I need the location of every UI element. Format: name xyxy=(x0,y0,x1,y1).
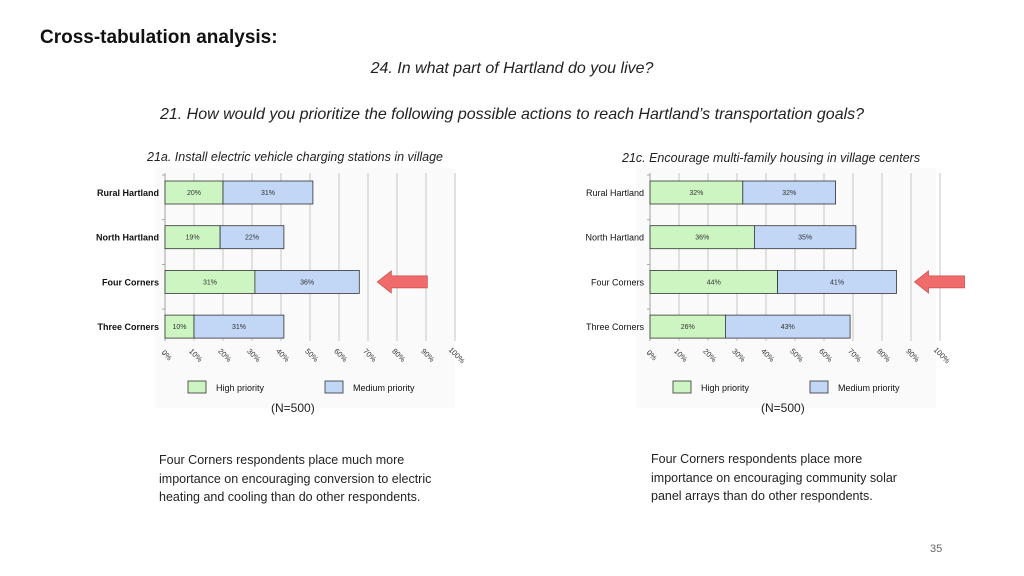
chart-title-left: 21a. Install electric vehicle charging stations in village xyxy=(147,150,443,164)
data-label: 32% xyxy=(782,190,797,197)
chart-title-right: 21c. Encourage multi-family housing in village centers xyxy=(622,151,921,165)
data-label: 43% xyxy=(780,324,795,332)
category-label: Four Corners xyxy=(101,277,159,288)
legend-swatch-medium xyxy=(810,381,828,393)
x-tick-label: 80% xyxy=(875,346,893,364)
question-21: 21. How would you prioritize the following possible actions to reach Hartland’s transportation goals? xyxy=(159,106,865,123)
legend-swatch-high xyxy=(188,381,206,393)
data-label: 36% xyxy=(695,234,710,242)
category-label: Three Corners xyxy=(97,322,159,333)
data-label: 31% xyxy=(231,324,246,332)
highlight-arrow-icon xyxy=(377,271,427,293)
highlight-arrow-icon xyxy=(915,271,965,293)
x-tick-label: 0% xyxy=(159,348,174,363)
x-tick-label: 70% xyxy=(846,346,864,364)
x-tick-label: 90% xyxy=(419,346,437,364)
x-tick-label: 100% xyxy=(446,345,467,366)
legend-swatch-medium xyxy=(325,381,343,393)
data-label: 41% xyxy=(830,279,845,287)
data-label: 22% xyxy=(244,234,260,242)
sample-size-left: (N=500) xyxy=(271,401,315,415)
data-label: 32% xyxy=(689,190,704,197)
note-left-line: Four Corners respondents place much more xyxy=(159,453,405,467)
data-label: 44% xyxy=(706,279,721,287)
category-label: Rural Hartland xyxy=(585,188,644,198)
category-label: North Hartland xyxy=(585,232,644,243)
x-tick-label: 10% xyxy=(187,346,205,364)
x-tick-label: 80% xyxy=(390,346,408,364)
x-tick-label: 100% xyxy=(931,345,952,366)
question-24: 24. In what part of Hartland do you live? xyxy=(370,60,654,77)
data-label: 19% xyxy=(185,234,200,242)
legend-label-high: High priority xyxy=(701,383,750,393)
x-tick-label: 30% xyxy=(245,346,263,364)
data-label: 36% xyxy=(300,279,315,287)
slide-title: Cross-tabulation analysis: xyxy=(40,27,278,48)
data-label: 26% xyxy=(680,324,695,332)
x-tick-label: 60% xyxy=(332,346,350,364)
note-right xyxy=(651,450,897,506)
x-tick-label: 20% xyxy=(216,346,234,364)
x-tick-label: 90% xyxy=(904,346,922,364)
note-left xyxy=(159,451,431,507)
legend-label-high: High priority xyxy=(216,383,265,393)
category-label: Three Corners xyxy=(585,322,644,333)
category-label: Rural Hartland xyxy=(96,188,159,198)
x-tick-label: 40% xyxy=(759,346,777,364)
data-label: 20% xyxy=(186,190,202,197)
x-tick-label: 30% xyxy=(730,346,748,364)
chart-left xyxy=(80,165,480,415)
x-tick-label: 20% xyxy=(701,346,719,364)
category-label: Four Corners xyxy=(590,277,644,288)
x-tick-label: 60% xyxy=(817,346,835,364)
note-left-line: importance on encouraging conversion to electric xyxy=(159,471,432,486)
sample-size-right: (N=500) xyxy=(761,401,805,415)
legend-swatch-high xyxy=(673,381,691,393)
x-tick-label: 40% xyxy=(274,346,292,364)
x-tick-label: 50% xyxy=(788,346,806,364)
note-left-line: heating and cooling than do other respondents. xyxy=(159,490,421,504)
x-tick-label: 50% xyxy=(303,346,321,364)
legend-label-medium: Medium priority xyxy=(353,383,415,393)
x-tick-label: 0% xyxy=(644,348,659,363)
chart-right xyxy=(565,165,965,415)
note-right-line: importance on encouraging community solar xyxy=(651,470,897,485)
category-label: North Hartland xyxy=(96,232,159,243)
page-number: 35 xyxy=(930,543,943,555)
x-tick-label: 70% xyxy=(361,346,379,364)
data-label: 31% xyxy=(202,279,217,287)
data-label: 35% xyxy=(798,234,813,242)
x-tick-label: 10% xyxy=(672,346,690,364)
note-right-line: Four Corners respondents place more xyxy=(651,452,863,466)
data-label: 10% xyxy=(172,324,187,332)
note-right-line: panel arrays than do other respondents. xyxy=(651,489,873,503)
data-label: 31% xyxy=(260,190,275,197)
legend-label-medium: Medium priority xyxy=(838,383,900,393)
